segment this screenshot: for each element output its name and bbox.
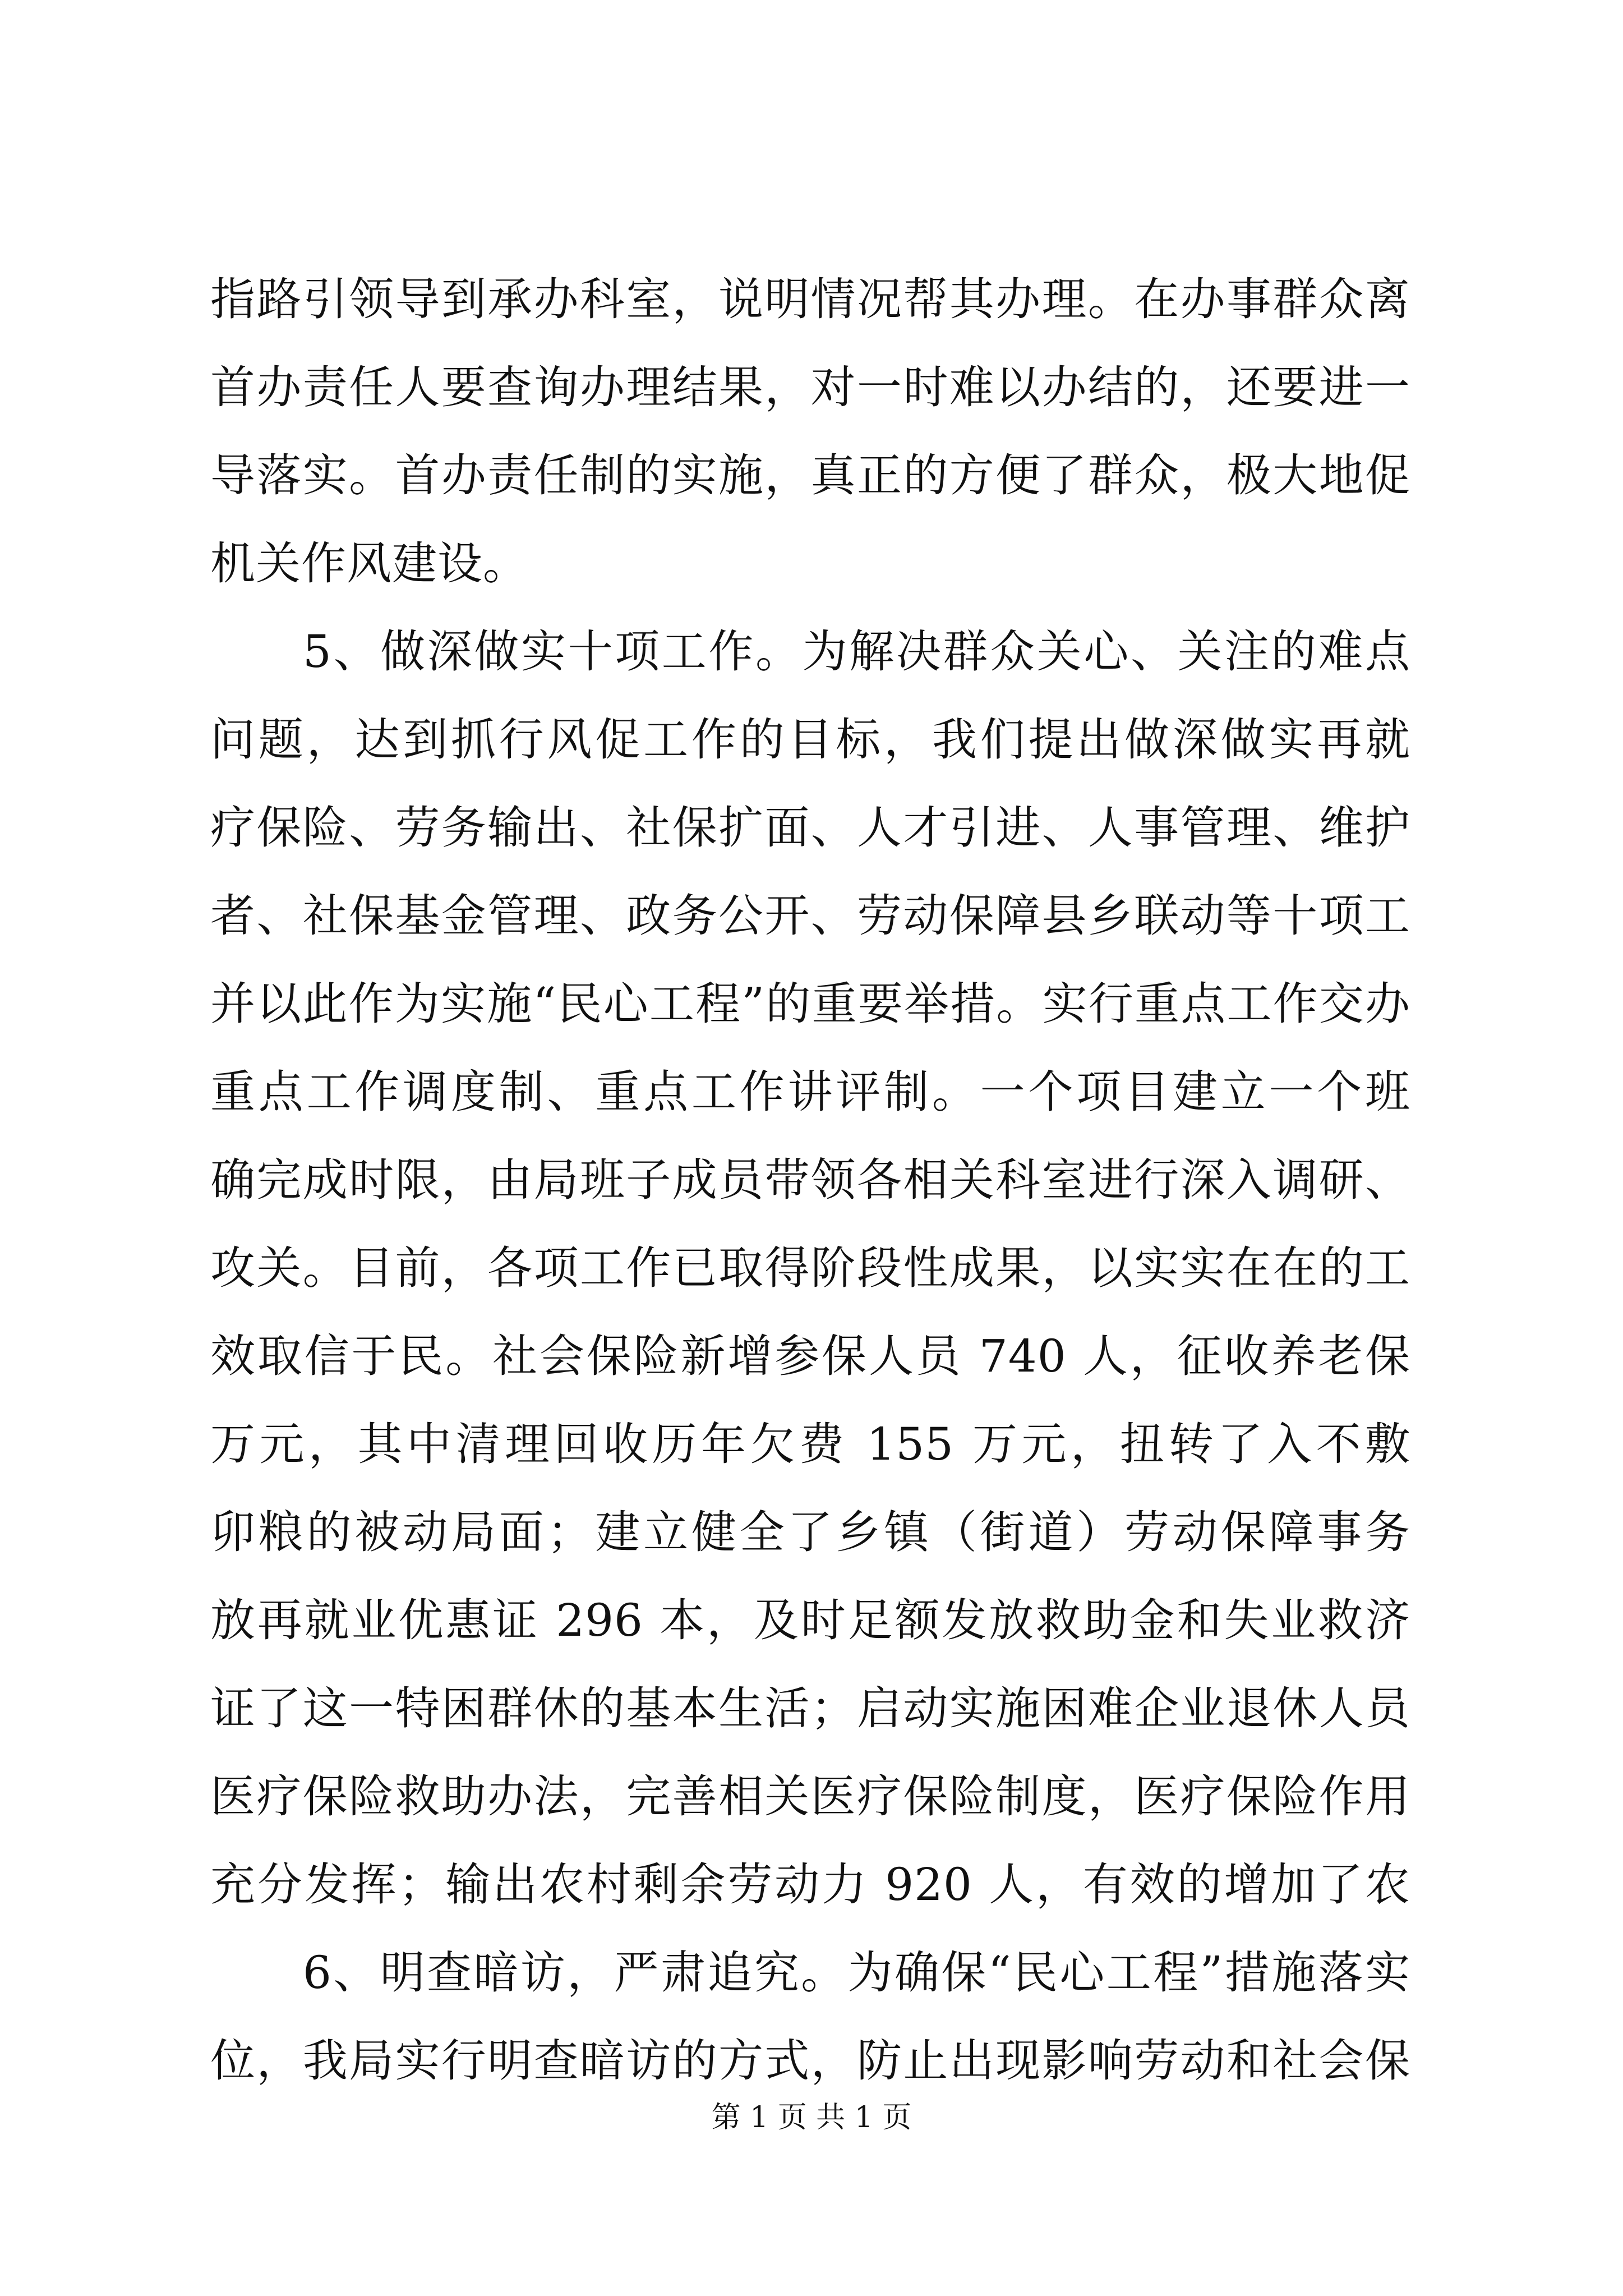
text-line: 确完成时限，由局班子成员带领各相关科室进行深入调研、 <box>210 1154 1410 1206</box>
text-line: 首办责任人要查询办理结果，对一时难以办结的，还要进一 <box>210 361 1410 413</box>
paragraph-start-line: 5、做深做实十项工作。为解决群众关心、关注的难点 <box>303 625 1410 678</box>
text-line: 者、社保基金管理、政务公开、劳动保障县乡联动等十项工 <box>210 890 1410 942</box>
text-line: 指路引领导到承办科室，说明情况帮其办理。在办事群众离 <box>210 273 1410 325</box>
text-line: 导落实。首办责任制的实施，真正的方便了群众，极大地促 <box>210 449 1410 501</box>
text-line: 重点工作调度制、重点工作讲评制。一个项目建立一个班 <box>210 1066 1410 1118</box>
text-line: 效取信于民。社会保险新增参保人员 740 人，征收养老保 <box>210 1330 1410 1382</box>
text-line: 充分发挥；输出农村剩余劳动力 920 人，有效的增加了农 <box>210 1858 1410 1911</box>
text-line: 证了这一特困群休的基本生活；启动实施困难企业退休人员 <box>210 1682 1410 1734</box>
text-line: 疗保险、劳务输出、社保扩面、人才引进、人事管理、维护 <box>210 802 1410 854</box>
text-line: 位，我局实行明查暗访的方式，防止出现影响劳动和社会保 <box>210 2035 1410 2087</box>
text-line: 卯粮的被动局面；建立健全了乡镇（街道）劳动保障事务 <box>210 1506 1410 1558</box>
text-line: 攻关。目前，各项工作已取得阶段性成果，以实实在在的工 <box>210 1242 1410 1294</box>
page-number-footer: 第 1 页 共 1 页 <box>711 2101 912 2134</box>
text-line: 问题，达到抓行风促工作的目标，我们提出做深做实再就 <box>210 714 1410 766</box>
text-line: 万元，其中清理回收历年欠费 155 万元，扭转了入不敷 <box>210 1418 1410 1470</box>
text-line: 机关作风建设。 <box>210 537 528 590</box>
paragraph-start-line: 6、明查暗访，严肃追究。为确保“民心工程”措施落实 <box>303 1947 1410 1999</box>
document-body <box>210 255 1410 2105</box>
text-line: 并以此作为实施“民心工程”的重要举措。实行重点工作交办 <box>210 978 1410 1030</box>
text-line: 放再就业优惠证 296 本，及时足额发放救助金和失业救济 <box>210 1594 1410 1646</box>
text-line: 医疗保险救助办法，完善相关医疗保险制度，医疗保险作用 <box>210 1770 1410 1823</box>
